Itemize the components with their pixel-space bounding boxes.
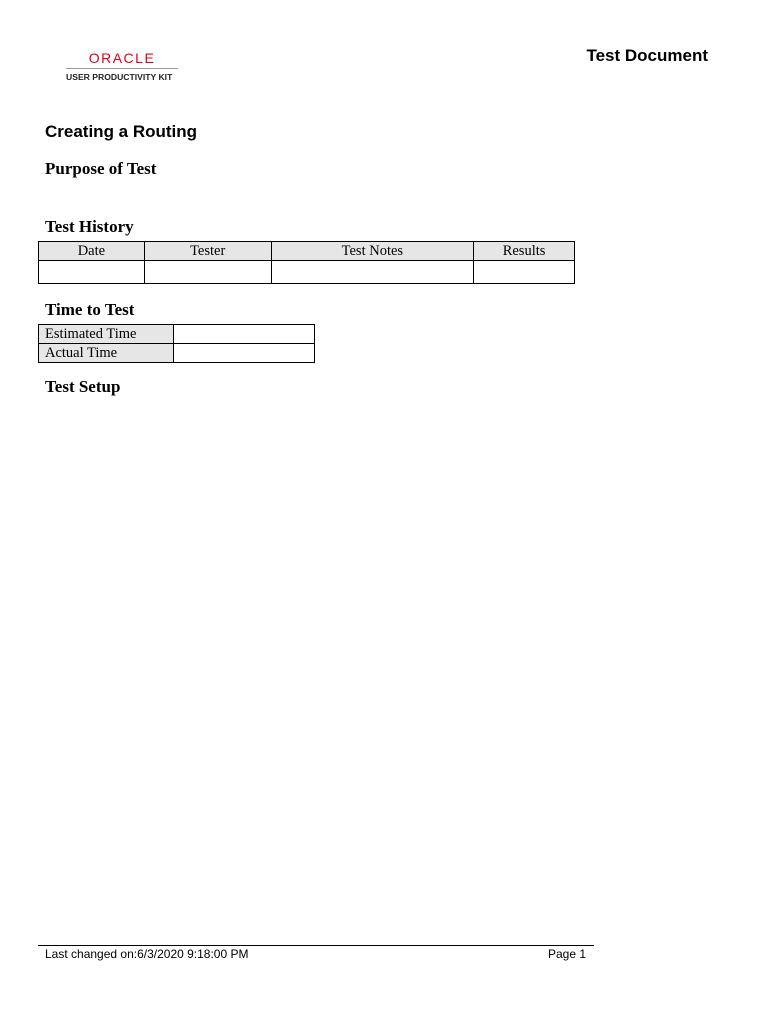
purpose-heading: Purpose of Test xyxy=(45,159,157,178)
logo-brand-text: ORACLE xyxy=(88,50,156,66)
time-to-test-table xyxy=(38,324,315,363)
logo-divider xyxy=(66,68,178,69)
actual-time-value xyxy=(174,344,315,363)
cell-results xyxy=(474,261,575,284)
logo-subtitle: USER PRODUCTIVITY KIT xyxy=(66,72,173,82)
footer-divider xyxy=(38,945,594,946)
document-type-label: Test Document xyxy=(586,46,708,65)
table-header-row xyxy=(39,242,575,261)
test-setup-heading: Test Setup xyxy=(45,377,121,396)
column-header-results: Results xyxy=(474,242,575,261)
test-history-table xyxy=(38,241,575,284)
column-header-test-notes: Test Notes xyxy=(271,242,474,261)
table-row xyxy=(39,261,575,284)
table-row xyxy=(39,325,315,344)
cell-date xyxy=(39,261,145,284)
column-header-date: Date xyxy=(39,242,145,261)
estimated-time-value xyxy=(174,325,315,344)
last-changed-text: Last changed on:6/3/2020 9:18:00 PM xyxy=(45,947,249,961)
estimated-time-label: Estimated Time xyxy=(39,325,174,344)
cell-test-notes xyxy=(271,261,474,284)
page-title: Creating a Routing xyxy=(45,122,198,141)
oracle-upk-logo xyxy=(66,50,178,82)
time-to-test-heading: Time to Test xyxy=(45,300,135,319)
page-number: Page 1 xyxy=(548,947,587,961)
table-row xyxy=(39,344,315,363)
cell-tester xyxy=(144,261,271,284)
column-header-tester: Tester xyxy=(144,242,271,261)
actual-time-label: Actual Time xyxy=(39,344,174,363)
test-history-heading: Test History xyxy=(45,217,134,236)
